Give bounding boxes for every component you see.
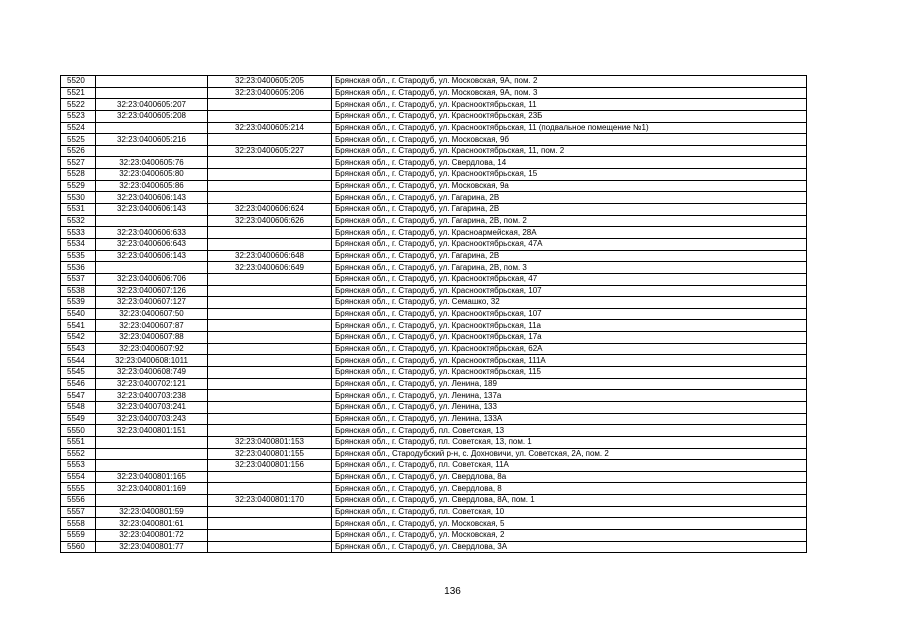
address-cell: Брянская обл., г. Стародуб, ул. Гагарина, 2В xyxy=(332,204,807,216)
cadastral-number-cell xyxy=(96,495,208,507)
parent-cadastral-number-cell xyxy=(208,343,332,355)
row-number-cell: 5542 xyxy=(61,332,96,344)
address-cell: Брянская обл., г. Стародуб, ул. Краснооктябрьская, 47 xyxy=(332,273,807,285)
cadastral-number-cell: 32:23:0400607:87 xyxy=(96,320,208,332)
cadastral-number-cell xyxy=(96,448,208,460)
parent-cadastral-number-cell xyxy=(208,285,332,297)
cadastral-number-cell: 32:23:0400607:92 xyxy=(96,343,208,355)
cadastral-number-cell: 32:23:0400801:165 xyxy=(96,471,208,483)
address-cell: Брянская обл., г. Стародуб, ул. Гагарина, 2В xyxy=(332,250,807,262)
property-table xyxy=(60,75,807,553)
row-number-cell: 5532 xyxy=(61,215,96,227)
table-row xyxy=(61,483,807,495)
table-row xyxy=(61,401,807,413)
table-row xyxy=(61,99,807,111)
address-cell: Брянская обл., г. Стародуб, ул. Свердлова, 3А xyxy=(332,541,807,553)
address-cell: Брянская обл., г. Стародуб, ул. Краснооктябрьская, 11 (подвальное помещение №1) xyxy=(332,122,807,134)
row-number-cell: 5528 xyxy=(61,169,96,181)
table-row xyxy=(61,541,807,553)
address-cell: Брянская обл., г. Стародуб, ул. Гагарина, 2В, пом. 2 xyxy=(332,215,807,227)
table-row xyxy=(61,215,807,227)
address-cell: Брянская обл., г. Стародуб, ул. Семашко, 32 xyxy=(332,297,807,309)
row-number-cell: 5533 xyxy=(61,227,96,239)
row-number-cell: 5558 xyxy=(61,518,96,530)
row-number-cell: 5555 xyxy=(61,483,96,495)
row-number-cell: 5539 xyxy=(61,297,96,309)
cadastral-number-cell: 32:23:0400801:169 xyxy=(96,483,208,495)
cadastral-number-cell: 32:23:0400702:121 xyxy=(96,378,208,390)
parent-cadastral-number-cell xyxy=(208,541,332,553)
cadastral-number-cell xyxy=(96,145,208,157)
parent-cadastral-number-cell: 32:23:0400605:214 xyxy=(208,122,332,134)
parent-cadastral-number-cell: 32:23:0400801:155 xyxy=(208,448,332,460)
table-row xyxy=(61,518,807,530)
parent-cadastral-number-cell xyxy=(208,169,332,181)
cadastral-number-cell: 32:23:0400608:749 xyxy=(96,367,208,379)
parent-cadastral-number-cell xyxy=(208,355,332,367)
row-number-cell: 5527 xyxy=(61,157,96,169)
parent-cadastral-number-cell xyxy=(208,157,332,169)
table-row xyxy=(61,87,807,99)
table-row xyxy=(61,192,807,204)
parent-cadastral-number-cell: 32:23:0400606:649 xyxy=(208,262,332,274)
table-row xyxy=(61,145,807,157)
row-number-cell: 5546 xyxy=(61,378,96,390)
table-row xyxy=(61,122,807,134)
row-number-cell: 5531 xyxy=(61,204,96,216)
table-row xyxy=(61,471,807,483)
address-cell: Брянская обл., г. Стародуб, ул. Краснооктябрьская, 62А xyxy=(332,343,807,355)
row-number-cell: 5525 xyxy=(61,134,96,146)
parent-cadastral-number-cell: 32:23:0400606:626 xyxy=(208,215,332,227)
table-row xyxy=(61,413,807,425)
parent-cadastral-number-cell xyxy=(208,273,332,285)
cadastral-number-cell: 32:23:0400607:127 xyxy=(96,297,208,309)
cadastral-number-cell: 32:23:0400607:50 xyxy=(96,308,208,320)
address-cell: Брянская обл., г. Стародуб, пл. Советская, 10 xyxy=(332,506,807,518)
parent-cadastral-number-cell xyxy=(208,390,332,402)
cadastral-number-cell xyxy=(96,87,208,99)
parent-cadastral-number-cell xyxy=(208,238,332,250)
cadastral-number-cell: 32:23:0400605:216 xyxy=(96,134,208,146)
address-cell: Брянская обл., г. Стародуб, ул. Краснооктябрьская, 115 xyxy=(332,367,807,379)
table-row xyxy=(61,448,807,460)
row-number-cell: 5523 xyxy=(61,110,96,122)
parent-cadastral-number-cell xyxy=(208,99,332,111)
row-number-cell: 5560 xyxy=(61,541,96,553)
table-row xyxy=(61,180,807,192)
address-cell: Брянская обл., г. Стародуб, ул. Московская, 9А, пом. 2 xyxy=(332,76,807,88)
table-row xyxy=(61,110,807,122)
address-cell: Брянская обл., г. Стародуб, ул. Ленина, 137а xyxy=(332,390,807,402)
table-row xyxy=(61,343,807,355)
row-number-cell: 5550 xyxy=(61,425,96,437)
parent-cadastral-number-cell: 32:23:0400605:206 xyxy=(208,87,332,99)
cadastral-number-cell: 32:23:0400703:238 xyxy=(96,390,208,402)
address-cell: Брянская обл., г. Стародуб, ул. Московская, 9А, пом. 3 xyxy=(332,87,807,99)
parent-cadastral-number-cell: 32:23:0400606:624 xyxy=(208,204,332,216)
table-row xyxy=(61,529,807,541)
parent-cadastral-number-cell xyxy=(208,297,332,309)
table-row xyxy=(61,76,807,88)
address-cell: Брянская обл., г. Стародуб, ул. Краснооктябрьская, 17а xyxy=(332,332,807,344)
row-number-cell: 5544 xyxy=(61,355,96,367)
row-number-cell: 5537 xyxy=(61,273,96,285)
cadastral-number-cell: 32:23:0400801:77 xyxy=(96,541,208,553)
cadastral-number-cell: 32:23:0400605:76 xyxy=(96,157,208,169)
row-number-cell: 5534 xyxy=(61,238,96,250)
row-number-cell: 5538 xyxy=(61,285,96,297)
parent-cadastral-number-cell: 32:23:0400801:153 xyxy=(208,436,332,448)
address-cell: Брянская обл., г. Стародуб, ул. Ленина, 133 xyxy=(332,401,807,413)
parent-cadastral-number-cell xyxy=(208,192,332,204)
address-cell: Брянская обл., г. Стародуб, ул. Красноармейская, 28А xyxy=(332,227,807,239)
cadastral-number-cell: 32:23:0400606:706 xyxy=(96,273,208,285)
table-row xyxy=(61,308,807,320)
parent-cadastral-number-cell: 32:23:0400605:205 xyxy=(208,76,332,88)
address-cell: Брянская обл., г. Стародуб, ул. Московская, 2 xyxy=(332,529,807,541)
table-row xyxy=(61,425,807,437)
address-cell: Брянская обл., г. Стародуб, пл. Советская, 11А xyxy=(332,460,807,472)
row-number-cell: 5549 xyxy=(61,413,96,425)
table-row xyxy=(61,227,807,239)
table-row xyxy=(61,285,807,297)
parent-cadastral-number-cell xyxy=(208,308,332,320)
parent-cadastral-number-cell xyxy=(208,413,332,425)
table-row xyxy=(61,436,807,448)
cadastral-number-cell: 32:23:0400608:1011 xyxy=(96,355,208,367)
address-cell: Брянская обл., г. Стародуб, ул. Свердлова, 14 xyxy=(332,157,807,169)
parent-cadastral-number-cell xyxy=(208,134,332,146)
row-number-cell: 5545 xyxy=(61,367,96,379)
cadastral-number-cell: 32:23:0400801:151 xyxy=(96,425,208,437)
parent-cadastral-number-cell xyxy=(208,378,332,390)
parent-cadastral-number-cell xyxy=(208,471,332,483)
address-cell: Брянская обл., г. Стародуб, ул. Краснооктябрьская, 111А xyxy=(332,355,807,367)
parent-cadastral-number-cell: 32:23:0400801:170 xyxy=(208,495,332,507)
row-number-cell: 5557 xyxy=(61,506,96,518)
row-number-cell: 5540 xyxy=(61,308,96,320)
address-cell: Брянская обл., г. Стародуб, ул. Свердлова, 8А, пом. 1 xyxy=(332,495,807,507)
row-number-cell: 5530 xyxy=(61,192,96,204)
cadastral-number-cell: 32:23:0400607:88 xyxy=(96,332,208,344)
parent-cadastral-number-cell xyxy=(208,320,332,332)
parent-cadastral-number-cell xyxy=(208,529,332,541)
parent-cadastral-number-cell: 32:23:0400801:156 xyxy=(208,460,332,472)
cadastral-number-cell: 32:23:0400606:143 xyxy=(96,192,208,204)
row-number-cell: 5522 xyxy=(61,99,96,111)
address-cell: Брянская обл., г. Стародуб, ул. Гагарина, 2В, пом. 3 xyxy=(332,262,807,274)
property-table-body xyxy=(61,76,807,553)
address-cell: Брянская обл., г. Стародуб, ул. Ленина, 189 xyxy=(332,378,807,390)
table-row xyxy=(61,320,807,332)
address-cell: Брянская обл., г. Стародуб, ул. Краснооктябрьская, 107 xyxy=(332,285,807,297)
cadastral-number-cell: 32:23:0400703:241 xyxy=(96,401,208,413)
address-cell: Брянская обл., г. Стародуб, ул. Краснооктябрьская, 107 xyxy=(332,308,807,320)
cadastral-number-cell: 32:23:0400606:643 xyxy=(96,238,208,250)
cadastral-number-cell: 32:23:0400605:86 xyxy=(96,180,208,192)
row-number-cell: 5535 xyxy=(61,250,96,262)
row-number-cell: 5536 xyxy=(61,262,96,274)
table-row xyxy=(61,204,807,216)
table-row xyxy=(61,157,807,169)
row-number-cell: 5524 xyxy=(61,122,96,134)
cadastral-number-cell: 32:23:0400605:80 xyxy=(96,169,208,181)
table-row xyxy=(61,390,807,402)
parent-cadastral-number-cell: 32:23:0400606:648 xyxy=(208,250,332,262)
address-cell: Брянская обл., Стародубский р-н, с. Дохновичи, ул. Советская, 2А, пом. 2 xyxy=(332,448,807,460)
cadastral-number-cell xyxy=(96,436,208,448)
row-number-cell: 5553 xyxy=(61,460,96,472)
page-number: 136 xyxy=(444,586,461,597)
address-cell: Брянская обл., г. Стародуб, ул. Свердлова, 8 xyxy=(332,483,807,495)
parent-cadastral-number-cell xyxy=(208,180,332,192)
table-row xyxy=(61,367,807,379)
cadastral-number-cell xyxy=(96,76,208,88)
row-number-cell: 5520 xyxy=(61,76,96,88)
address-cell: Брянская обл., г. Стародуб, пл. Советская, 13, пом. 1 xyxy=(332,436,807,448)
address-cell: Брянская обл., г. Стародуб, ул. Краснооктябрьская, 15 xyxy=(332,169,807,181)
table-row xyxy=(61,495,807,507)
row-number-cell: 5543 xyxy=(61,343,96,355)
table-row xyxy=(61,134,807,146)
cadastral-number-cell: 32:23:0400801:61 xyxy=(96,518,208,530)
row-number-cell: 5552 xyxy=(61,448,96,460)
cadastral-number-cell: 32:23:0400605:207 xyxy=(96,99,208,111)
cadastral-number-cell xyxy=(96,215,208,227)
address-cell: Брянская обл., г. Стародуб, ул. Московская, 5 xyxy=(332,518,807,530)
cadastral-number-cell: 32:23:0400605:208 xyxy=(96,110,208,122)
cadastral-number-cell: 32:23:0400606:143 xyxy=(96,250,208,262)
table-row xyxy=(61,506,807,518)
table-row xyxy=(61,250,807,262)
address-cell: Брянская обл., г. Стародуб, ул. Краснооктябрьская, 23Б xyxy=(332,110,807,122)
address-cell: Брянская обл., г. Стародуб, ул. Ленина, 133А xyxy=(332,413,807,425)
address-cell: Брянская обл., г. Стародуб, ул. Московская, 9б xyxy=(332,134,807,146)
table-row xyxy=(61,273,807,285)
row-number-cell: 5547 xyxy=(61,390,96,402)
cadastral-number-cell xyxy=(96,262,208,274)
row-number-cell: 5541 xyxy=(61,320,96,332)
parent-cadastral-number-cell: 32:23:0400605:227 xyxy=(208,145,332,157)
address-cell: Брянская обл., г. Стародуб, ул. Краснооктябрьская, 11, пом. 2 xyxy=(332,145,807,157)
cadastral-number-cell xyxy=(96,122,208,134)
table-row xyxy=(61,238,807,250)
cadastral-number-cell xyxy=(96,460,208,472)
parent-cadastral-number-cell xyxy=(208,227,332,239)
parent-cadastral-number-cell xyxy=(208,332,332,344)
table-row xyxy=(61,355,807,367)
address-cell: Брянская обл., г. Стародуб, ул. Московская, 9а xyxy=(332,180,807,192)
cadastral-number-cell: 32:23:0400607:126 xyxy=(96,285,208,297)
cadastral-number-cell: 32:23:0400606:633 xyxy=(96,227,208,239)
address-cell: Брянская обл., г. Стародуб, ул. Краснооктябрьская, 11а xyxy=(332,320,807,332)
row-number-cell: 5548 xyxy=(61,401,96,413)
cadastral-number-cell: 32:23:0400801:72 xyxy=(96,529,208,541)
row-number-cell: 5551 xyxy=(61,436,96,448)
cadastral-number-cell: 32:23:0400801:59 xyxy=(96,506,208,518)
table-row xyxy=(61,297,807,309)
parent-cadastral-number-cell xyxy=(208,483,332,495)
parent-cadastral-number-cell xyxy=(208,518,332,530)
parent-cadastral-number-cell xyxy=(208,367,332,379)
row-number-cell: 5521 xyxy=(61,87,96,99)
cadastral-number-cell: 32:23:0400703:243 xyxy=(96,413,208,425)
table-row xyxy=(61,169,807,181)
row-number-cell: 5554 xyxy=(61,471,96,483)
parent-cadastral-number-cell xyxy=(208,506,332,518)
parent-cadastral-number-cell xyxy=(208,401,332,413)
address-cell: Брянская обл., г. Стародуб, ул. Свердлова, 8а xyxy=(332,471,807,483)
table-row xyxy=(61,332,807,344)
address-cell: Брянская обл., г. Стародуб, ул. Краснооктябрьская, 47А xyxy=(332,238,807,250)
table-row xyxy=(61,262,807,274)
row-number-cell: 5559 xyxy=(61,529,96,541)
parent-cadastral-number-cell xyxy=(208,425,332,437)
parent-cadastral-number-cell xyxy=(208,110,332,122)
address-cell: Брянская обл., г. Стародуб, ул. Гагарина, 2В xyxy=(332,192,807,204)
address-cell: Брянская обл., г. Стародуб, пл. Советская, 13 xyxy=(332,425,807,437)
row-number-cell: 5529 xyxy=(61,180,96,192)
row-number-cell: 5556 xyxy=(61,495,96,507)
table-row xyxy=(61,460,807,472)
cadastral-number-cell: 32:23:0400606:143 xyxy=(96,204,208,216)
table-row xyxy=(61,378,807,390)
row-number-cell: 5526 xyxy=(61,145,96,157)
address-cell: Брянская обл., г. Стародуб, ул. Краснооктябрьская, 11 xyxy=(332,99,807,111)
